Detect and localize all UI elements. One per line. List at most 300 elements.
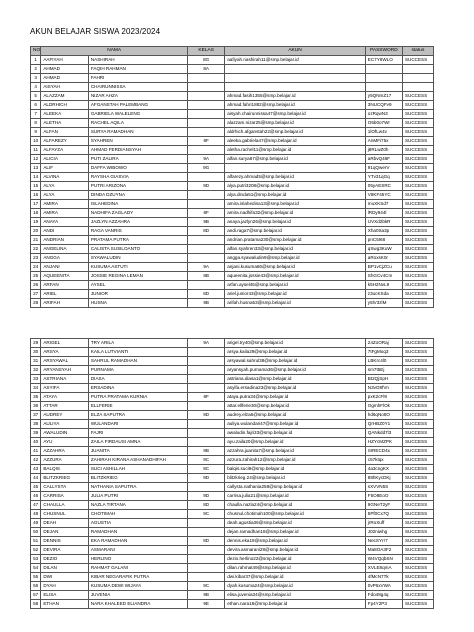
- account-email: arsyawal.sahrul38@smp.belajar.id: [225, 357, 366, 366]
- last-name: KUSUMA ASTUTI: [88, 263, 187, 272]
- password-cell: Fdo48g4q: [365, 591, 402, 600]
- col-nama: NAMA: [41, 47, 188, 56]
- account-email: arifah.husna53@smp.belajar.id: [225, 299, 366, 308]
- password-cell: 3NUCQFv9: [365, 101, 402, 110]
- password-cell: J02niwhg: [365, 528, 402, 537]
- first-name: ARIEL: [41, 290, 89, 299]
- password-cell: BP1vCjZCu: [365, 263, 402, 272]
- first-name: ALETHA: [41, 119, 89, 128]
- last-name: PURNAMA: [88, 366, 187, 375]
- first-name: CALLYSTA: [41, 483, 89, 492]
- last-name: PUTRA PRATAMA KURNIA: [88, 393, 187, 402]
- first-name: ATAYA: [41, 393, 89, 402]
- table-row: [31, 182, 434, 191]
- class-cell: 9C: [188, 456, 225, 465]
- table-row: [31, 591, 434, 600]
- account-email: dezio.herlino22@smp.belajar.id: [225, 555, 366, 564]
- class-cell: 8C: [188, 465, 225, 474]
- class-cell: [188, 384, 225, 393]
- row-number: 13: [31, 164, 41, 173]
- password-cell: SIRECD4x: [365, 447, 402, 456]
- row-number: 21: [31, 236, 41, 245]
- row-number: 35: [31, 393, 41, 402]
- row-number: 10: [31, 137, 41, 146]
- account-email: deah.agustia36@smp.belajar.id: [225, 519, 366, 528]
- password-cell: jrRoXuff: [365, 519, 402, 528]
- password-cell: qSwg3KuW: [365, 245, 402, 254]
- class-cell: 8F: [188, 137, 225, 146]
- table-row: [31, 65, 434, 74]
- class-cell: [188, 281, 225, 290]
- row-number: 18: [31, 209, 41, 218]
- first-name: AZZURA: [41, 456, 89, 465]
- table-row: [31, 366, 434, 375]
- first-name: AAFIYAH: [41, 56, 89, 65]
- account-email: attar.ellferie30@smp.belajar.id: [225, 402, 366, 411]
- first-name: CARRISA: [41, 492, 89, 501]
- last-name: PUTI ZALIRA: [88, 155, 187, 164]
- class-cell: 9C: [188, 510, 225, 519]
- status-cell: SUCCESS: [402, 420, 433, 429]
- col-akun: AKUN: [225, 47, 366, 56]
- status-cell: SUCCESS: [402, 155, 433, 164]
- row-number: 23: [31, 254, 41, 263]
- table-row: [31, 191, 434, 200]
- last-name: AYSEL: [88, 281, 187, 290]
- row-number: 40: [31, 438, 41, 447]
- last-name: JUANITA: [88, 447, 187, 456]
- table-row: [31, 582, 434, 591]
- first-name: ANGGA: [41, 254, 89, 263]
- first-name: ARFAN: [41, 281, 89, 290]
- last-name: AGUSTIA: [88, 519, 187, 528]
- first-name: ANDRIAN: [41, 236, 89, 245]
- first-name: ARIFAH: [41, 299, 89, 308]
- row-number: 26: [31, 281, 41, 290]
- first-name: ELISA: [41, 591, 89, 600]
- status-cell: SUCCESS: [402, 110, 433, 119]
- password-cell: 4a3cngKX: [365, 465, 402, 474]
- last-name: RAYSHA GIASVIA: [88, 173, 187, 182]
- table-row: [31, 164, 434, 173]
- class-cell: 8D: [188, 501, 225, 510]
- last-name: PUTRI ARIZONA: [88, 182, 187, 191]
- password-cell: UVXd2bkR: [365, 218, 402, 227]
- password-cell: sm7t5Ej: [365, 366, 402, 375]
- first-name: DEVIRA: [41, 546, 89, 555]
- last-name: JAZLYN AZZAHRA: [88, 218, 187, 227]
- first-name: BLITZKRIEG: [41, 474, 89, 483]
- account-email: elisa.juvenia34@smp.belajar.id: [225, 591, 366, 600]
- class-cell: [188, 402, 225, 411]
- status-cell: SUCCESS: [402, 546, 433, 555]
- password-cell: OgmhFlOk: [365, 402, 402, 411]
- class-cell: 9B: [188, 218, 225, 227]
- table-row: [31, 299, 434, 308]
- account-email: dyah.kusuma24@smp.belajar.id: [225, 582, 366, 591]
- account-email: anjani.kusuma66@smp.belajar.id: [225, 263, 366, 272]
- class-cell: [188, 83, 225, 92]
- last-name: JOSSIE REGINA LEMAN: [88, 272, 187, 281]
- status-cell: SUCCESS: [402, 384, 433, 393]
- class-cell: [188, 573, 225, 582]
- first-name: ETHAN: [41, 600, 89, 609]
- row-number: 47: [31, 501, 41, 510]
- table-row: [31, 600, 434, 609]
- row-number: 50: [31, 528, 41, 537]
- row-number: 38: [31, 420, 41, 429]
- class-cell: 8F: [188, 209, 225, 218]
- table-row: [31, 101, 434, 110]
- account-email: arsya.kaila29@smp.belajar.id: [225, 348, 366, 357]
- class-cell: [188, 555, 225, 564]
- table-row: [31, 447, 434, 456]
- status-cell: SUCCESS: [402, 348, 433, 357]
- last-name: SURYA RAMADHAN: [88, 128, 187, 137]
- table-row: [31, 83, 434, 92]
- row-number: 58: [31, 600, 41, 609]
- row-number: 9: [31, 128, 41, 137]
- last-name: NATHANIA SAPUTRA: [88, 483, 187, 492]
- first-name: AMIRA: [41, 209, 89, 218]
- account-email: ariel.junior43@smp.belajar.id: [225, 290, 366, 299]
- status-cell: [402, 65, 433, 74]
- class-cell: [188, 245, 225, 254]
- table-row: [31, 56, 434, 65]
- password-cell: XVLE8qmA: [365, 564, 402, 573]
- status-cell: SUCCESS: [402, 357, 433, 366]
- account-email: alfan.syahren33@smp.belajar.id: [225, 245, 366, 254]
- table-row: [31, 474, 434, 483]
- row-number: 5: [31, 92, 41, 101]
- status-cell: SUCCESS: [402, 600, 433, 609]
- accounts-table-top: [30, 46, 434, 308]
- status-cell: SUCCESS: [402, 191, 433, 200]
- last-name: SYAHREN: [88, 137, 187, 146]
- status-cell: SUCCESS: [402, 272, 433, 281]
- password-cell: [365, 74, 402, 83]
- table-row: [31, 110, 434, 119]
- password-cell: hd6qNo8O: [365, 411, 402, 420]
- status-cell: SUCCESS: [402, 218, 433, 227]
- row-number: 43: [31, 465, 41, 474]
- status-cell: [402, 74, 433, 83]
- class-cell: 9A: [188, 155, 225, 164]
- password-cell: Xha0Sa3p: [365, 227, 402, 236]
- row-number: 28: [31, 299, 41, 308]
- first-name: ALYA: [41, 191, 89, 200]
- first-name: ARIGEL: [41, 339, 89, 348]
- last-name: GABRIELA WALELENG: [88, 110, 187, 119]
- class-cell: 9D: [188, 474, 225, 483]
- last-name: NIZAR AHZA: [88, 92, 187, 101]
- account-email: amira.islahedina13@smp.belajar.id: [225, 200, 366, 209]
- last-name: DAFFA WIBOWO: [88, 164, 187, 173]
- row-number: 36: [31, 402, 41, 411]
- class-cell: [188, 375, 225, 384]
- class-cell: 8G: [188, 56, 225, 65]
- status-cell: SUCCESS: [402, 281, 433, 290]
- class-cell: 8B: [188, 447, 225, 456]
- first-name: AUDREY: [41, 411, 89, 420]
- first-name: AHMAD: [41, 74, 89, 83]
- status-cell: SUCCESS: [402, 591, 433, 600]
- status-cell: SUCCESS: [402, 56, 433, 65]
- row-number: 1: [31, 56, 41, 65]
- account-email: aletha.rachel11@smp.belajar.id: [225, 146, 366, 155]
- first-name: ARSYA: [41, 348, 89, 357]
- status-cell: SUCCESS: [402, 483, 433, 492]
- account-email: aisyah.chairunnissa47@smp.belajar.id: [225, 110, 366, 119]
- class-cell: [188, 546, 225, 555]
- row-number: 25: [31, 272, 41, 281]
- table-row: [31, 272, 434, 281]
- class-cell: 9A: [188, 263, 225, 272]
- account-email: aleeka.gabriela47@smp.belajar.id: [225, 137, 366, 146]
- table-row: [31, 128, 434, 137]
- class-cell: 9E: [188, 600, 225, 609]
- account-email: aldrhich.afganstah22@smp.belajar.id: [225, 128, 366, 137]
- table-row: [31, 209, 434, 218]
- class-cell: 8A: [188, 65, 225, 74]
- last-name: SAHRUL RAMADHAN: [88, 357, 187, 366]
- last-name: CHOTIMAH: [88, 510, 187, 519]
- password-cell: y5lV3zlM: [365, 299, 402, 308]
- status-cell: SUCCESS: [402, 200, 433, 209]
- table-row: [31, 564, 434, 573]
- account-email: aqueenita.jossie43@smp.belajar.id: [225, 272, 366, 281]
- last-name: EKA RAMADHAN: [88, 537, 187, 546]
- last-name: RACHEL AQILA: [88, 119, 187, 128]
- table-row: [31, 137, 434, 146]
- status-cell: SUCCESS: [402, 465, 433, 474]
- account-email: arigel.try40@smp.belajar.id: [225, 339, 366, 348]
- table-row: [31, 200, 434, 209]
- row-number: 27: [31, 290, 41, 299]
- password-cell: Bt2QjSpH: [365, 375, 402, 384]
- password-cell: ozRqwN3: [365, 110, 402, 119]
- account-email: azzahra.juanita7@smp.belajar.id: [225, 447, 366, 456]
- password-cell: F5O8EoO: [365, 492, 402, 501]
- password-cell: EC7Y6WLO: [365, 56, 402, 65]
- account-email: ahmad.fasih1355@smp.belajar.id: [225, 92, 366, 101]
- last-name: ZAHIRAH KIRANA ASHANADHIFAH: [88, 456, 187, 465]
- last-name: JUNIOR: [88, 290, 187, 299]
- first-name: ALICIA: [41, 155, 89, 164]
- class-cell: [188, 92, 225, 101]
- status-cell: SUCCESS: [402, 474, 433, 483]
- last-name: KUSUMA DEWI WIJAYA: [88, 582, 187, 591]
- status-cell: SUCCESS: [402, 182, 433, 191]
- row-number: 49: [31, 519, 41, 528]
- status-cell: SUCCESS: [402, 528, 433, 537]
- account-email: balqis.suci9@smp.belajar.id: [225, 465, 366, 474]
- row-number: 33: [31, 375, 41, 384]
- class-cell: [188, 119, 225, 128]
- account-email: ayu.zaila20@smp.belajar.id: [225, 438, 366, 447]
- class-cell: [188, 483, 225, 492]
- account-email: amira.nadhifa32@smp.belajar.id: [225, 209, 366, 218]
- row-number: 8: [31, 119, 41, 128]
- first-name: ANDI: [41, 227, 89, 236]
- class-cell: [188, 110, 225, 119]
- last-name: WULANDARI: [88, 420, 187, 429]
- last-name: NARA KHALEED ELIANDRA: [88, 600, 187, 609]
- status-cell: [402, 83, 433, 92]
- account-email: asyifa.ersadina23@smp.belajar.id: [225, 384, 366, 393]
- class-cell: [188, 128, 225, 137]
- class-cell: [188, 173, 225, 182]
- row-number: 57: [31, 591, 41, 600]
- status-cell: SUCCESS: [402, 128, 433, 137]
- status-cell: SUCCESS: [402, 438, 433, 447]
- table-row: [31, 528, 434, 537]
- account-email: dilan.rahmat49@smp.belajar.id: [225, 564, 366, 573]
- last-name: ISLAHEDINA: [88, 200, 187, 209]
- row-number: 41: [31, 447, 41, 456]
- row-number: 4: [31, 83, 41, 92]
- status-cell: SUCCESS: [402, 501, 433, 510]
- last-name: CHAIRUNNISSA: [88, 83, 187, 92]
- table-row: [31, 384, 434, 393]
- account-email: awaludin.fajri33@smp.belajar.id: [225, 429, 366, 438]
- last-name: RAHMAT GALANI: [88, 564, 187, 573]
- last-name: JULIA PUTRI: [88, 492, 187, 501]
- table-row: [31, 236, 434, 245]
- first-name: DILAN: [41, 564, 89, 573]
- table-row: [31, 173, 434, 182]
- last-name: RAGA VANRIS: [88, 227, 187, 236]
- status-cell: SUCCESS: [402, 92, 433, 101]
- table-row: [31, 119, 434, 128]
- row-number: 24: [31, 263, 41, 272]
- row-number: 30: [31, 348, 41, 357]
- class-cell: [188, 146, 225, 155]
- password-cell: muXKSd7: [365, 200, 402, 209]
- table-row: [31, 537, 434, 546]
- row-number: 34: [31, 384, 41, 393]
- account-email: aryansyah.purnama36@smp.belajar.id: [225, 366, 366, 375]
- first-name: AULIYA: [41, 420, 89, 429]
- class-cell: 9B: [188, 591, 225, 600]
- password-cell: LBKrc4l0: [365, 357, 402, 366]
- last-name: NASHIRAH: [88, 56, 187, 65]
- row-number: 14: [31, 173, 41, 182]
- row-number: 29: [31, 339, 41, 348]
- first-name: DEJAN: [41, 528, 89, 537]
- password-cell: sXVVN5S: [365, 483, 402, 492]
- table-row: [31, 555, 434, 564]
- first-name: ALYA: [41, 182, 89, 191]
- password-cell: O5b0o7Wr: [365, 119, 402, 128]
- first-name: ALFAYZA: [41, 146, 89, 155]
- password-cell: 24ZoORaj: [365, 339, 402, 348]
- table-row: [31, 510, 434, 519]
- class-cell: 9D: [188, 492, 225, 501]
- password-cell: 88hKycDKj: [365, 474, 402, 483]
- first-name: DYAH: [41, 582, 89, 591]
- last-name: ELZA SAPUTRA: [88, 411, 187, 420]
- class-cell: [188, 101, 225, 110]
- status-cell: SUCCESS: [402, 537, 433, 546]
- first-name: CHAULLA: [41, 501, 89, 510]
- status-cell: SUCCESS: [402, 492, 433, 501]
- class-cell: 9C: [188, 582, 225, 591]
- last-name: ZAILA FIRDAUSI AMNA: [88, 438, 187, 447]
- first-name: ANJANI: [41, 263, 89, 272]
- account-email: [225, 65, 366, 74]
- table-row: [31, 501, 434, 510]
- first-name: ALFAN: [41, 128, 89, 137]
- account-email: dwi.kibar37@smp.belajar.id: [225, 573, 366, 582]
- account-email: alya.putri3208@smp.belajar.id: [225, 182, 366, 191]
- status-cell: SUCCESS: [402, 582, 433, 591]
- password-cell: ShGCv4Cm: [365, 272, 402, 281]
- status-cell: SUCCESS: [402, 339, 433, 348]
- account-email: [225, 83, 366, 92]
- table-row: [31, 411, 434, 420]
- status-cell: SUCCESS: [402, 456, 433, 465]
- table-row: [31, 465, 434, 474]
- row-number: 19: [31, 218, 41, 227]
- class-cell: [188, 519, 225, 528]
- last-name: TRY ARILA: [88, 339, 187, 348]
- last-name: FAQIH RAHMAN: [88, 65, 187, 74]
- last-name: JUVENIA: [88, 591, 187, 600]
- last-name: FAHRI: [88, 74, 187, 83]
- first-name: AISYAH: [41, 83, 89, 92]
- account-email: [225, 74, 366, 83]
- class-cell: [188, 254, 225, 263]
- status-cell: SUCCESS: [402, 447, 433, 456]
- first-name: DEAH: [41, 519, 89, 528]
- first-name: CHUSNUL: [41, 510, 89, 519]
- password-cell: Fp4Y2P3: [365, 600, 402, 609]
- last-name: PRATAMA PUTRA: [88, 236, 187, 245]
- account-email: angga.syawaludin9@smp.belajar.id: [225, 254, 366, 263]
- first-name: AYU: [41, 438, 89, 447]
- account-email: alazzam.nizar25@smp.belajar.id: [225, 119, 366, 128]
- password-cell: aRbvQ46F: [365, 155, 402, 164]
- table-row: [31, 74, 434, 83]
- password-cell: YTv31qGq: [365, 173, 402, 182]
- password-cell: z3ucKSda: [365, 290, 402, 299]
- table-row: [31, 402, 434, 411]
- row-number: 39: [31, 429, 41, 438]
- account-email: callysta.nathania258@smp.belajar.id: [225, 483, 366, 492]
- account-email: dennis.eka19@smp.belajar.id: [225, 537, 366, 546]
- password-cell: 4fMcN7Tk: [365, 573, 402, 582]
- row-number: 12: [31, 155, 41, 164]
- first-name: ALVINA: [41, 173, 89, 182]
- account-email: anaya.jazlyn26@smp.belajar.id: [225, 218, 366, 227]
- account-email: azzura.zahirah12@smp.belajar.id: [225, 456, 366, 465]
- class-cell: 9G: [188, 164, 225, 173]
- first-name: ALAZZAM: [41, 92, 89, 101]
- first-name: AQUEENITA: [41, 272, 89, 281]
- account-email: andi.raga7@smp.belajar.id: [225, 227, 366, 236]
- first-name: AZZAHRA: [41, 447, 89, 456]
- class-cell: 9D: [188, 182, 225, 191]
- account-email: arfan.aysel45@smp.belajar.id: [225, 281, 366, 290]
- first-name: ALDRHICH: [41, 101, 89, 110]
- class-cell: 9A: [188, 339, 225, 348]
- password-cell: N3vO8fVn: [365, 384, 402, 393]
- row-number: 15: [31, 182, 41, 191]
- account-email: carrisa.julia21@smp.belajar.id: [225, 492, 366, 501]
- class-cell: [188, 366, 225, 375]
- account-email: alya.dinda51@smp.belajar.id: [225, 191, 366, 200]
